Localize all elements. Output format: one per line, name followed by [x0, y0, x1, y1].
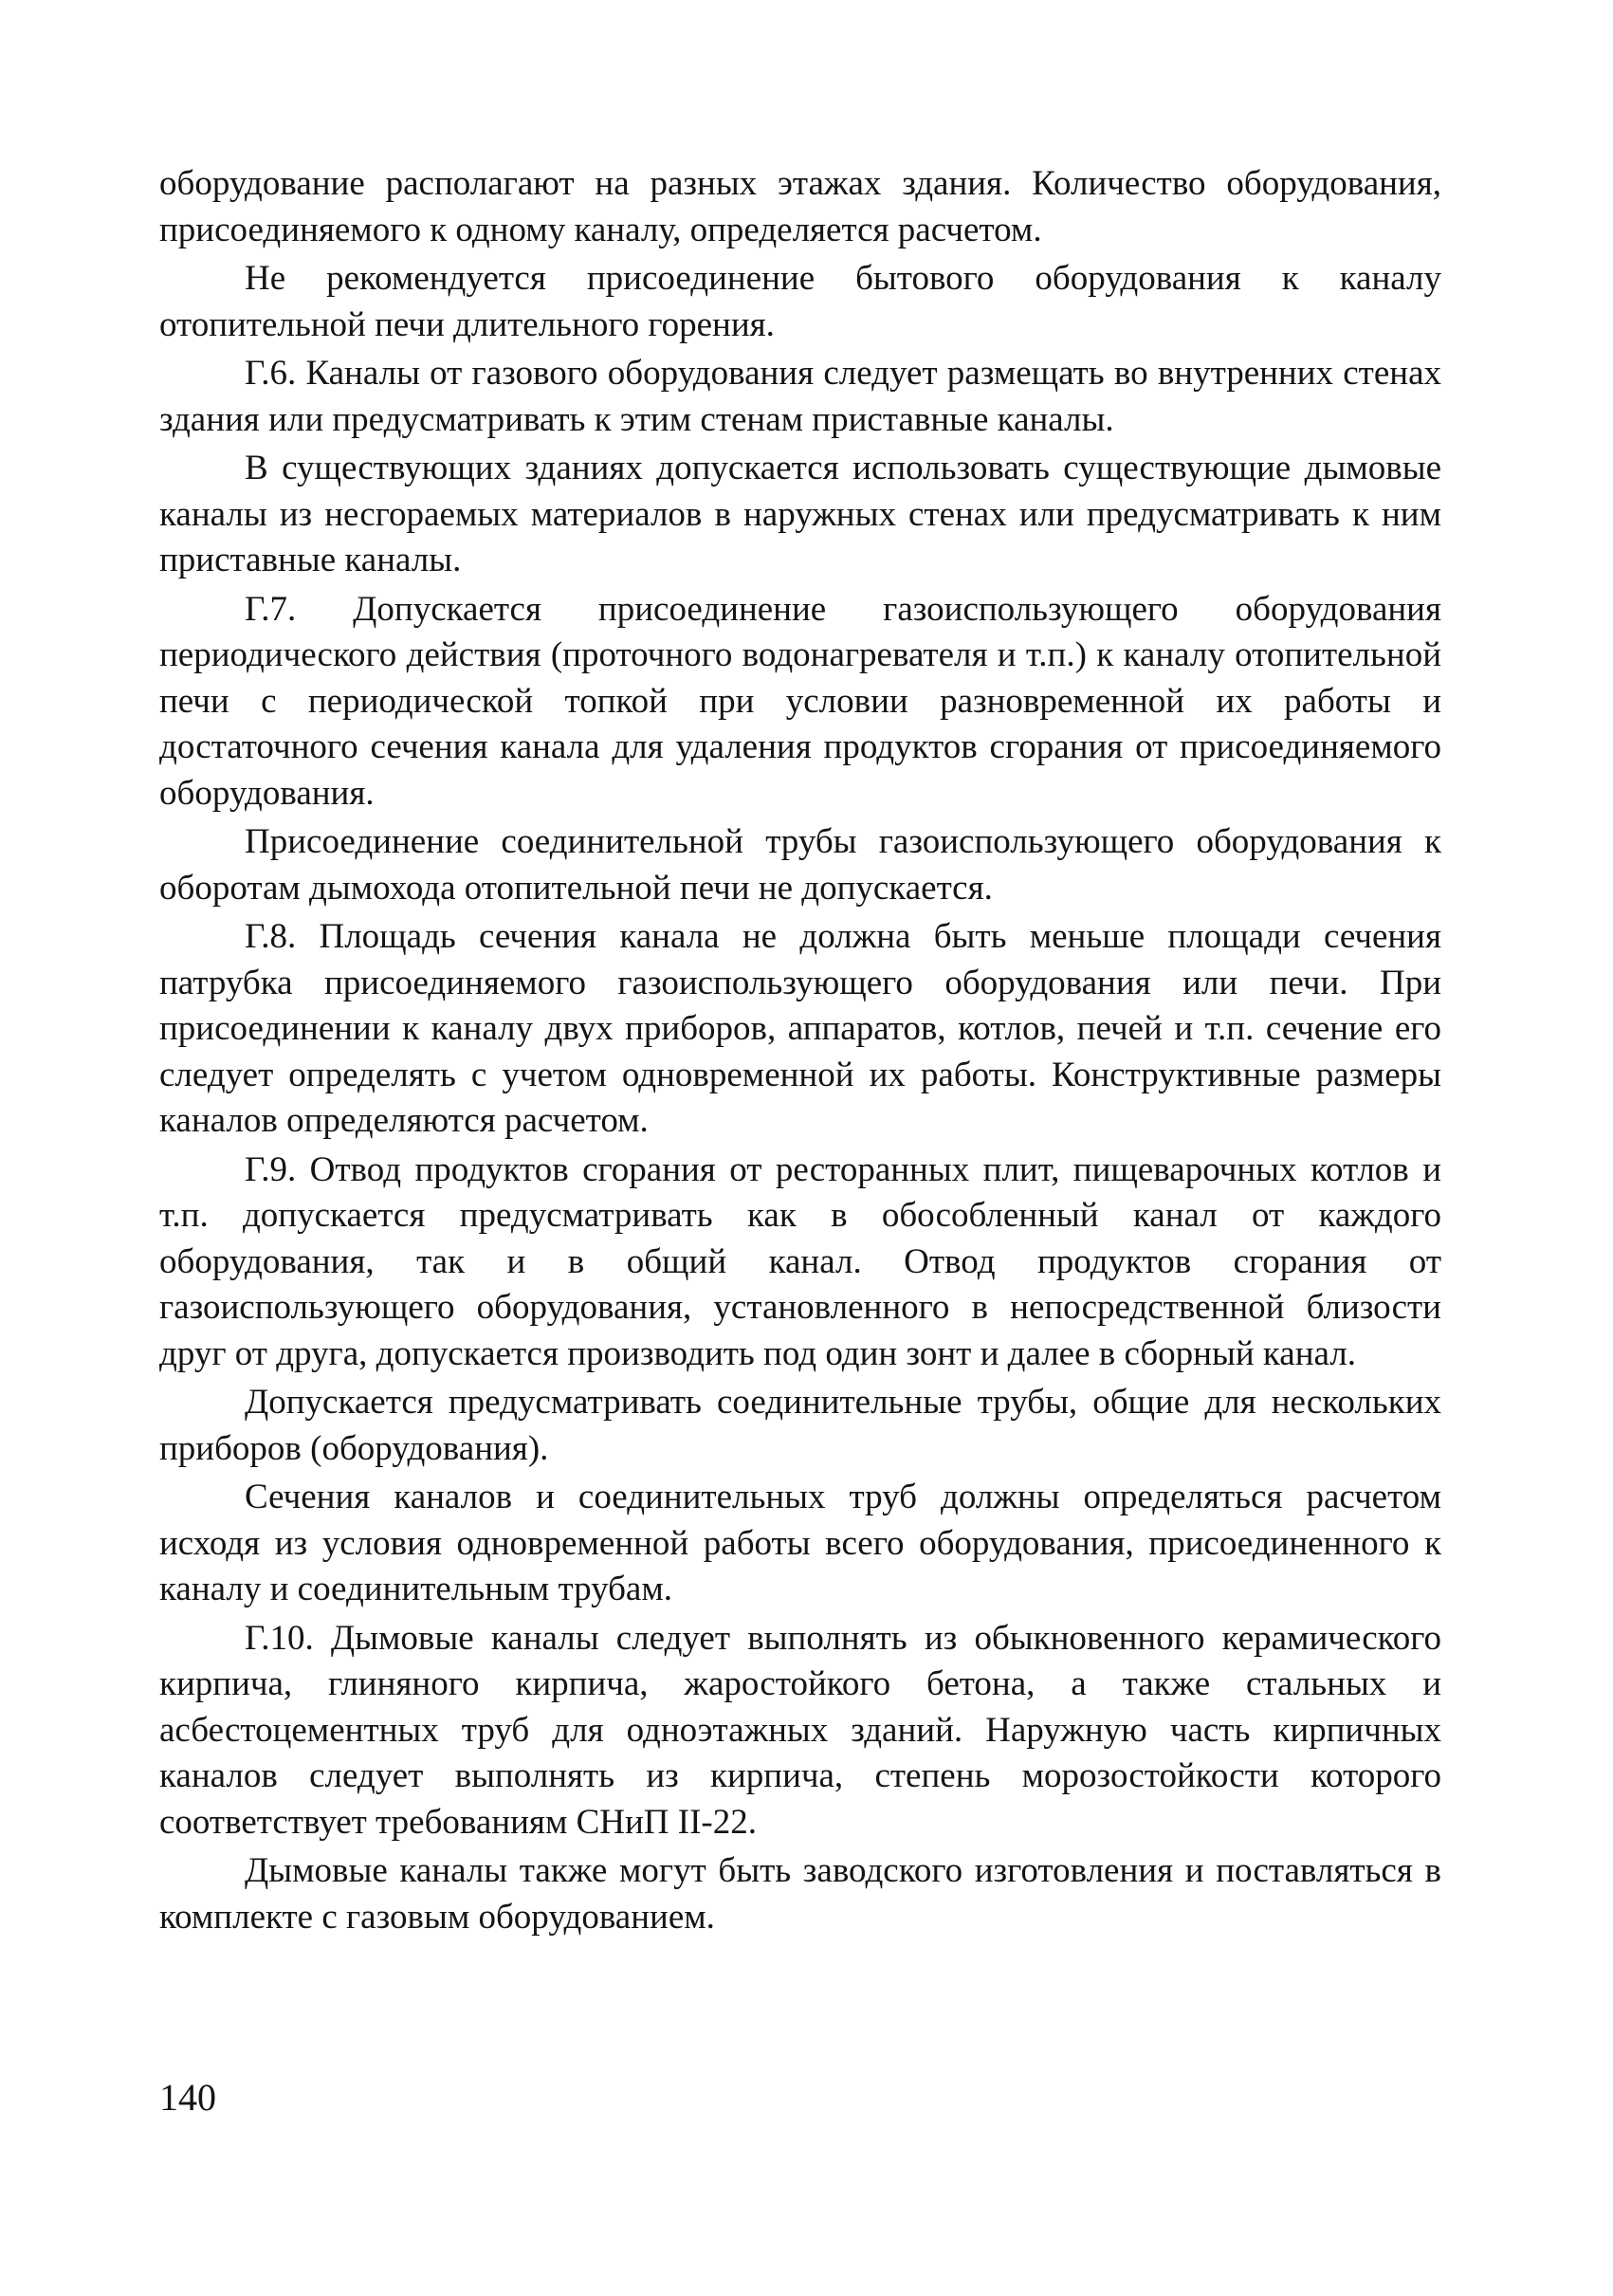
paragraph: Дымовые каналы также могут быть заводского изготовления и поставляться в комплекте с газовым оборудованием.	[159, 1851, 1441, 1937]
paragraph-g9: Г.9. Отвод продуктов сгорания от ресторанных плит, пищеварочных котлов и т.п. допускается предусматривать как в обособленный канал от каждого оборудования, так и в общий канал. Отвод продуктов сгорания от газоиспользующего оборудования, установленного в непосредственной близости друг от друга, допускается производить под один зонт и далее в сборный канал.	[159, 1149, 1441, 1373]
paragraph-continuation: оборудование располагают на разных этажах здания. Количество оборудования, присоединяемого к одному каналу, определяется расчетом.	[159, 164, 1441, 249]
paragraph: Присоединение соединительной трубы газоиспользующего оборудования к оборотам дымохода отопительной печи не допускается.	[159, 822, 1441, 908]
paragraph: Не рекомендуется присоединение бытового оборудования к каналу отопительной печи длительного горения.	[159, 259, 1441, 344]
paragraph-g7: Г.7. Допускается присоединение газоиспользующего оборудования периодического действия (проточного водонагревателя и т.п.) к каналу отопительной печи с периодической топкой при условии разновременной их работы и достаточного сечения канала для удаления продуктов сгорания от присоединяемого оборудования.	[159, 589, 1441, 813]
paragraph: В существующих зданиях допускается использовать существующие дымовые каналы из несгораемых материалов в наружных стенах или предусматривать к ним приставные каналы.	[159, 449, 1441, 579]
paragraph: Сечения каналов и соединительных труб должны определяться расчетом исходя из условия одновременной работы всего оборудования, присоединенного к каналу и соединительным трубам.	[159, 1478, 1441, 1608]
paragraph-g6: Г.6. Каналы от газового оборудования следует размещать во внутренних стенах здания или предусматривать к этим стенам приставные каналы.	[159, 354, 1441, 439]
paragraph: Допускается предусматривать соединительные трубы, общие для нескольких приборов (оборудования).	[159, 1383, 1441, 1468]
paragraph-g8: Г.8. Площадь сечения канала не должна быть меньше площади сечения патрубка присоединяемого газоиспользующего оборудования или печи. При присоединении к каналу двух приборов, аппаратов, котлов, печей и т.п. сечение его следует определять с учетом одновременной их работы. Конструктивные размеры каналов определяются расчетом.	[159, 917, 1441, 1140]
page-body	[159, 161, 1441, 1940]
page-number: 140	[159, 2076, 216, 2119]
paragraph-g10: Г.10. Дымовые каналы следует выполнять из обыкновенного керамического кирпича, глиняного кирпича, жаростойкого бетона, а также стальных и асбестоцементных труб для одноэтажных зданий. Наружную часть кирпичных каналов следует выполнять из кирпича, степень морозостойкости которого соответствует требованиям СНиП II-22.	[159, 1618, 1441, 1842]
